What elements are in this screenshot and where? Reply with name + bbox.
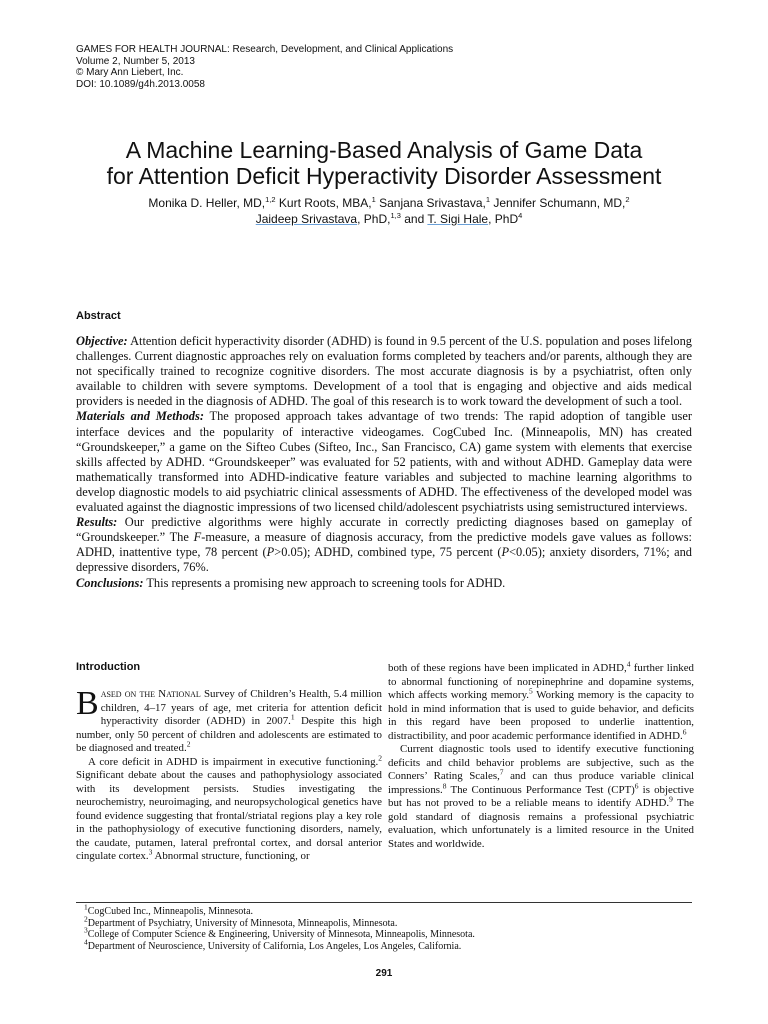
author-hale-link[interactable]: T. Sigi Hale <box>427 212 489 226</box>
footnote-text: CogCubed Inc., Minneapolis, Minnesota. <box>87 906 254 917</box>
page-number: 291 <box>375 968 393 979</box>
journal-name: GAMES FOR HEALTH JOURNAL: Research, Development, and Clinical Applications <box>76 44 454 55</box>
author-list <box>110 195 668 227</box>
results-f: F <box>193 530 202 545</box>
footnote-4 <box>84 937 475 953</box>
footnote-number: 4 <box>84 937 88 947</box>
author-and: and <box>400 212 428 226</box>
footnote-number: 1 <box>84 902 88 912</box>
footnote-text: Department of Neuroscience, University of California, Los Angeles, Los Angeles, California. <box>87 941 462 953</box>
journal-header <box>76 44 453 90</box>
objective-label: Objective: <box>76 334 128 348</box>
intro-c2p1-c: Working memory is the capacity to hold in mind information that is used to guide behavior, and deficits in this regard have been proposed to underlie inattention, distractibility, and poor academic performance identified in ADHD. <box>388 689 694 742</box>
intro-c2p2-d: is objective but has not proved to be a reliable means to identify ADHD. <box>388 783 694 809</box>
intro-paragraph-4 <box>388 743 694 851</box>
body-column-right <box>388 659 694 851</box>
title-line-2: for Attention Deficit Hyperactivity Disorder Assessment <box>106 163 662 189</box>
introduction-heading: Introduction <box>76 661 141 673</box>
intro-c2p1-b: further linked to abnormal functioning of norepinephrine and dopamine systems, which affects working memory. <box>388 662 694 701</box>
author-roots-affil: 1 <box>371 195 376 204</box>
author-s-srivastava: Sanjana Srivastava, <box>375 196 486 210</box>
journal-copyright: © Mary Ann Liebert, Inc. <box>76 67 184 78</box>
intro-paragraph-2 <box>76 752 382 864</box>
intro-paragraph-1 <box>76 685 382 756</box>
footnote-3 <box>84 926 475 941</box>
title-line-1: A Machine Learning-Based Analysis of Game Data <box>125 137 643 163</box>
author-j-srivastava-link[interactable]: Jaideep Srivastava <box>255 212 358 226</box>
author-heller: Monika D. Heller, MD, <box>148 196 266 210</box>
methods-label: Materials and Methods: <box>76 409 204 424</box>
drop-cap: B <box>76 685 99 722</box>
results-p1: P <box>266 545 275 560</box>
intro-p2-a: A core deficit in ADHD is impairment in executive functioning. <box>88 755 379 768</box>
results-text-b: -measure, a measure of diagnosis accuracy, from the predictive models gave values as follows: ADHD, inattentive type, 78 percent ( <box>76 530 693 560</box>
results-label: Results: <box>76 515 118 530</box>
conclusions-label: Conclusions: <box>76 575 144 590</box>
intro-small-caps: ased on the National <box>100 688 201 700</box>
ref-sup: 6 <box>682 726 687 736</box>
author-j-srivastava-degree: , PhD, <box>357 212 391 226</box>
footnote-2 <box>84 914 475 930</box>
ref-sup: 9 <box>669 794 673 804</box>
footnotes <box>84 902 475 953</box>
author-heller-affil: 1,2 <box>265 195 276 204</box>
author-schumann: Jennifer Schumann, MD, <box>490 196 626 210</box>
intro-paragraph-3 <box>388 659 694 743</box>
abstract-heading: Abstract <box>76 310 121 322</box>
author-s-srivastava-affil: 1 <box>485 195 490 204</box>
body-column-left <box>76 685 382 864</box>
methods-text: The proposed approach takes advantage of two trends: The rapid adoption of tangible user interface devices and the popularity of interactive videogames. CogCubed Inc. (Minneapolis, MN) has created “Groundskeeper,” a game on the Sifteo Cubes (Sifteo, Inc., San Francisco, CA) game system with elements that exercise skills affected by ADHD. “Groundskeeper” was evaluated for 52 patients, with and without ADHD. Gameplay data were mathematically transformed into ADHD-indicative feature variables and subjected to machine learning algorithms to develop diagnostic models to aid psychiatric clinical assessments of ADHD. The effectiveness of the developed model was evaluated against the diagnostic impressions of two licensed child/adolescent psychiatrists using semistructured interviews. <box>76 409 693 515</box>
author-schumann-affil: 2 <box>625 195 630 204</box>
footnote-number: 3 <box>84 926 88 936</box>
footnote-text: Department of Psychiatry, University of Minnesota, Minneapolis, Minnesota. <box>87 917 398 929</box>
author-hale-degree: , PhD <box>488 212 519 226</box>
conclusions-text: This represents a promising new approach to screening tools for ADHD. <box>143 575 506 590</box>
ref-sup: 2 <box>378 752 382 762</box>
intro-p2-b: Significant debate about the causes and pathophysiology associated with its development persists. Studies investigating the neurochemistry, neuroimaging, and neuropsychological genetics have found evidence suggesting that frontal/striatal regions play a key role in the pathophysiology of executive functioning disorders, namely, the caudate, putamen, lateral prefrontal cortex, and dorsal anterior cingulate cortex. <box>76 769 382 862</box>
results-text-d: <0.05); anxiety disorders, 71%; and depressive disorders, 76%. <box>76 545 692 575</box>
journal-doi: DOI: 10.1089/g4h.2013.0058 <box>76 78 205 90</box>
footnote-text: College of Computer Science & Engineering, University of Minnesota, Minneapolis, Minnesota. <box>87 929 475 941</box>
ref-sup: 4 <box>626 659 631 669</box>
paper-title <box>70 137 698 189</box>
intro-c2p1-a: both of these regions have been implicated in ADHD, <box>388 662 627 674</box>
ref-sup: 2 <box>186 739 191 749</box>
footnote-number: 2 <box>84 914 88 924</box>
intro-c2p2-a: Current diagnostic tools used to identify executive functioning deficits and child behavior problems are subjective, such as the Conners’ Rating Scales, <box>388 743 694 782</box>
objective-text: Attention deficit hyperactivity disorder (ADHD) is found in 9.5 percent of the U.S. population and poses lifelong challenges. Current diagnostic approaches rely on evaluation forms completed by teachers and/or parents, although they are not specifically trained to recognize cognitive disorders. The most accurate diagnosis is by a psychiatrist, often only available to children with severe symptoms. Development of a tool that is engaging and objective and aids medical providers is needed in the diagnosis of ADHD. The goal of this research is to work toward the development of such a tool. <box>76 334 692 409</box>
intro-c2p2-c: The Continuous Performance Test (CPT) <box>446 783 635 796</box>
intro-c2p2-b: and can thus produce variable clinical impressions. <box>388 770 694 796</box>
abstract-methods <box>76 409 692 515</box>
journal-volume: Volume 2, Number 5, 2013 <box>76 55 195 67</box>
author-roots: Kurt Roots, MBA, <box>275 196 372 210</box>
ref-sup: 6 <box>634 780 639 790</box>
results-text-c: >0.05); ADHD, combined type, 75 percent ( <box>274 545 502 560</box>
ref-sup: 5 <box>529 686 533 696</box>
intro-p1-b: Despite this high number, only 50 percent of children and adolescents are estimated to be diagnosed and treated. <box>76 715 382 754</box>
ref-sup: 7 <box>499 767 504 777</box>
abstract-body <box>76 334 692 591</box>
ref-sup: 8 <box>442 780 447 790</box>
author-hale-affil: 4 <box>518 211 523 220</box>
ref-sup: 3 <box>148 847 153 857</box>
abstract-results <box>76 515 692 575</box>
footnote-1 <box>84 902 475 918</box>
abstract-conclusions <box>76 576 692 591</box>
abstract-objective <box>76 334 692 409</box>
results-p2: P <box>501 545 510 560</box>
intro-c2p2-e: The gold standard of diagnosis remains a professional psychiatric evaluation, which unfortunately is a limited resource in the United States and worldwide. <box>388 797 694 850</box>
author-j-srivastava-affil: 1,3 <box>390 211 401 220</box>
results-text-a: Our predictive algorithms were highly accurate in correctly predicting diagnoses based on gameplay of “Groundskeeper.” The <box>76 515 692 545</box>
intro-p1-a: Survey of Children’s Health, 5.4 million children, 4–17 years of age, met criteria for attention deficit hyperactivity disorder (ADHD) in 2007. <box>100 688 382 727</box>
intro-p2-c: Abnormal structure, functioning, or <box>152 850 310 862</box>
ref-sup: 1 <box>290 712 295 722</box>
footnote-divider <box>76 902 692 903</box>
